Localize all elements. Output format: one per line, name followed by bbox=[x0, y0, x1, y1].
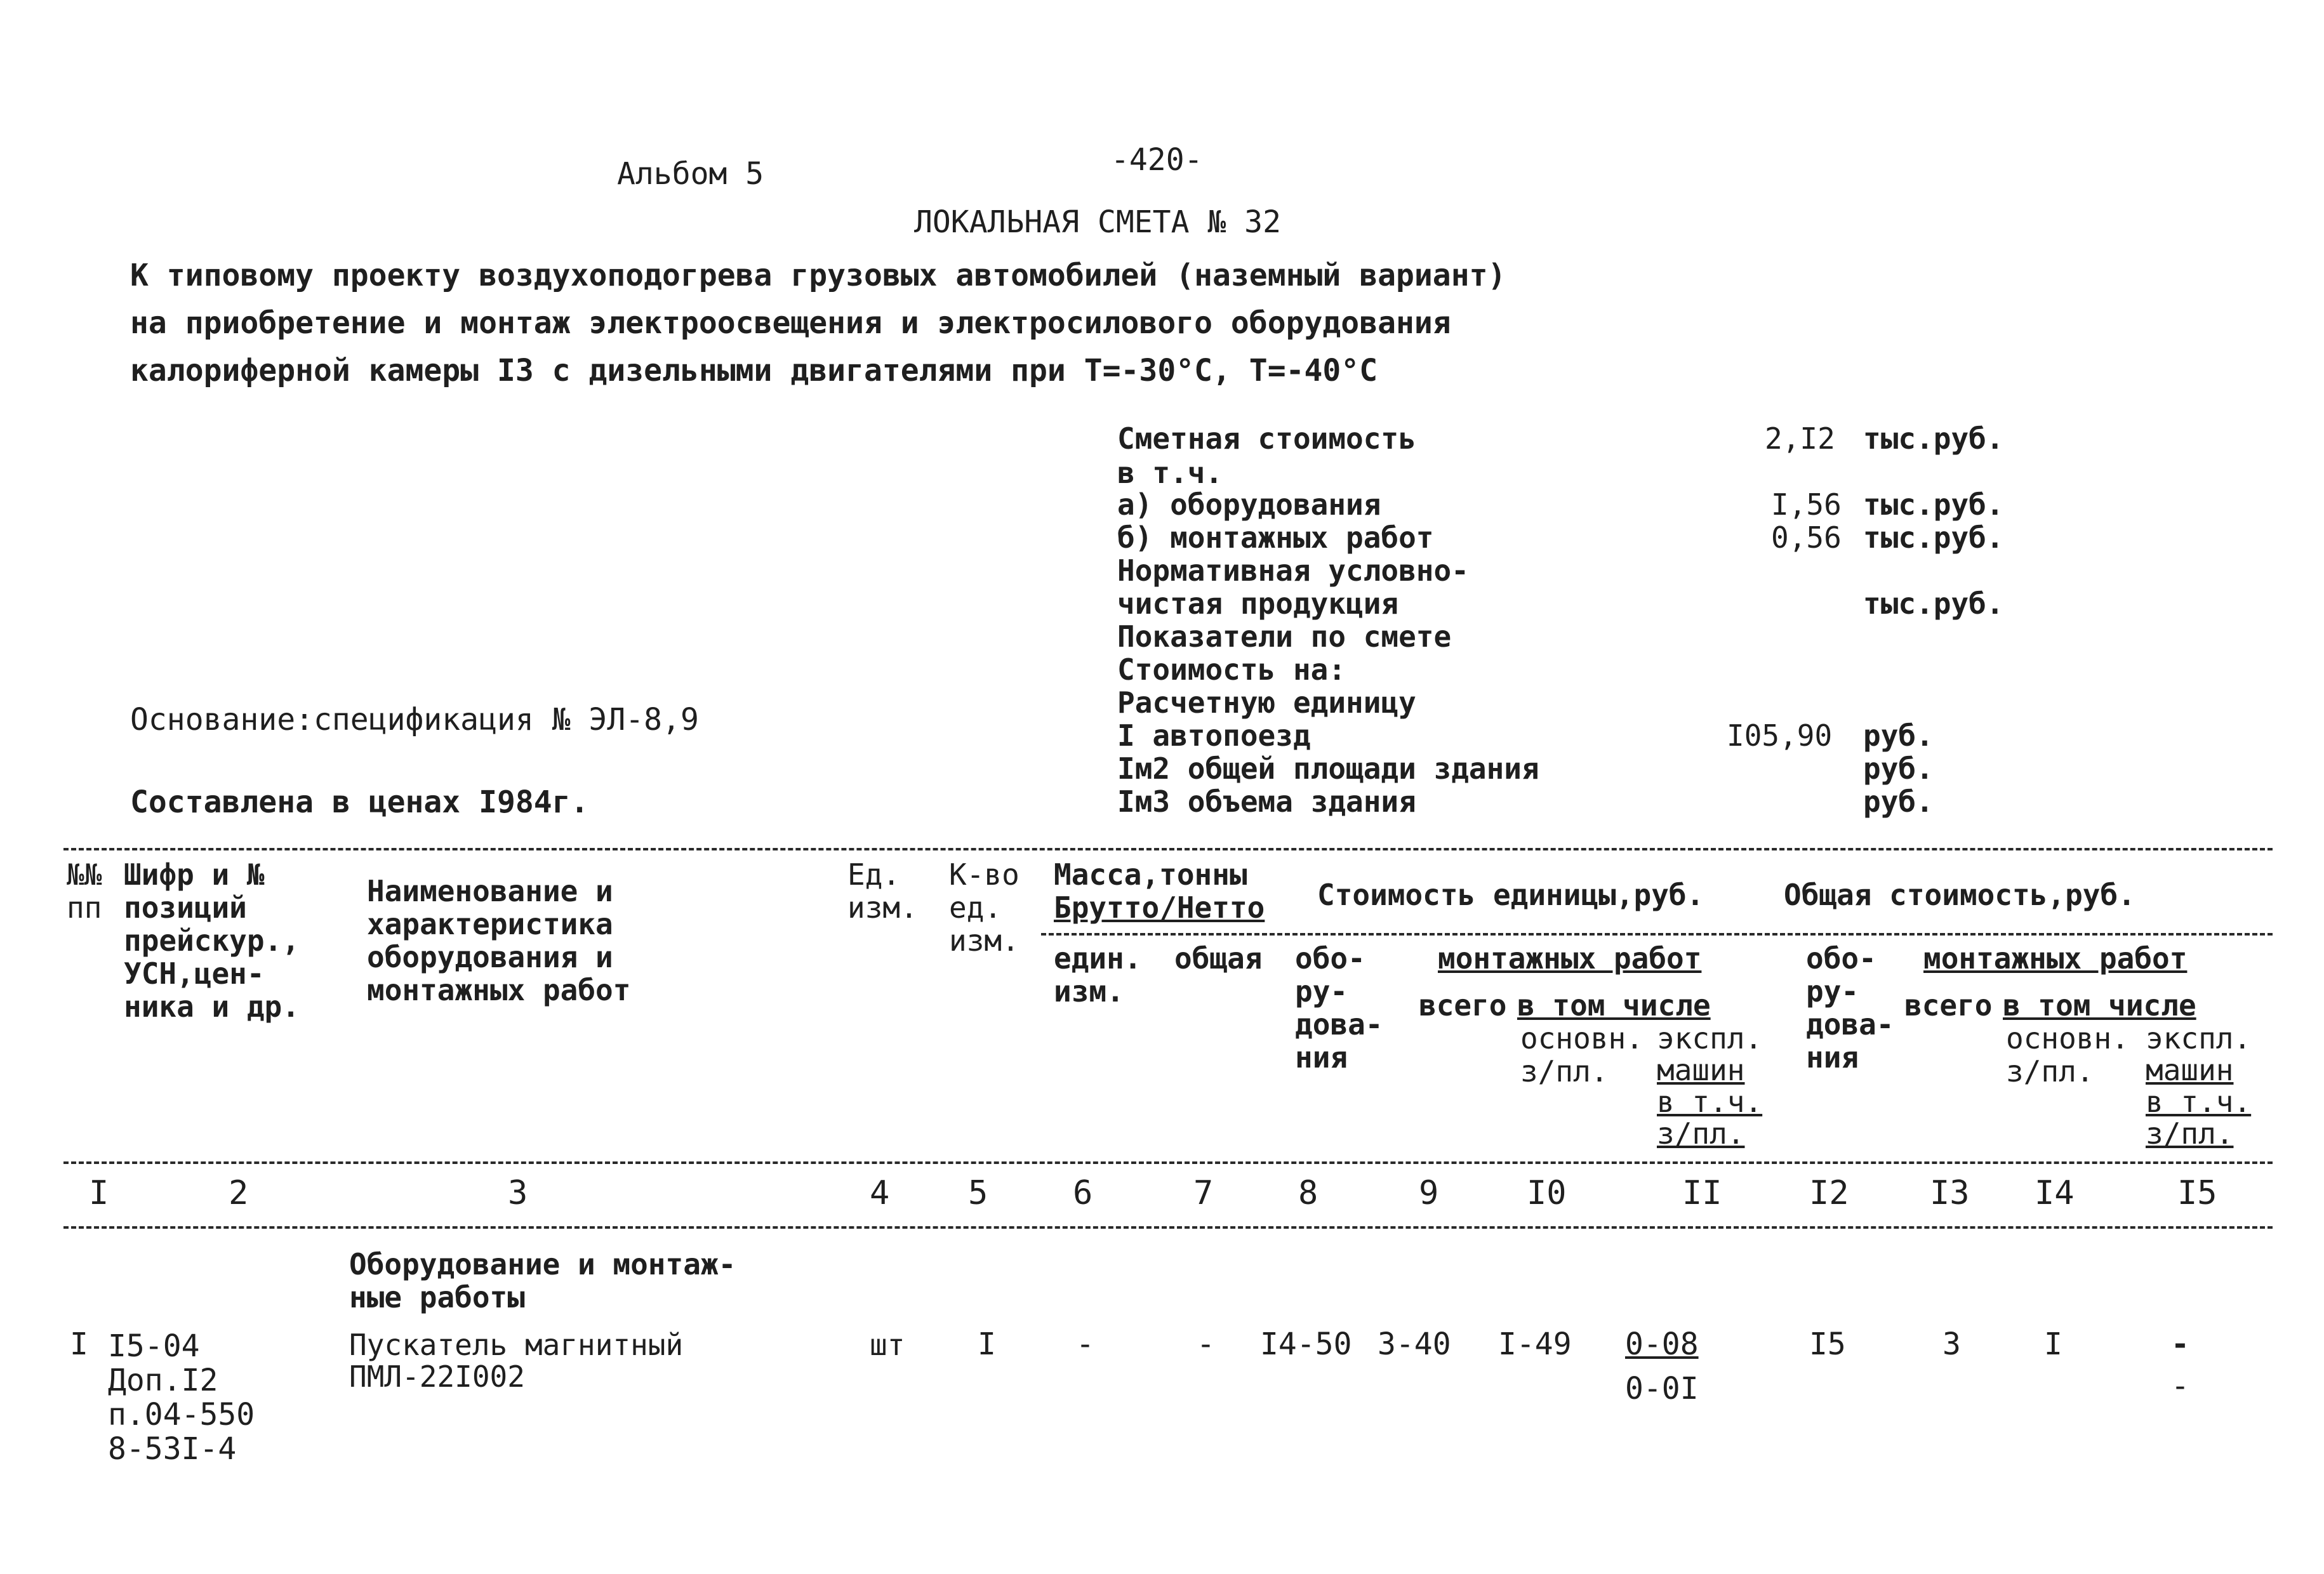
header-install-works-total: монтажных работ bbox=[1923, 941, 2188, 975]
row-code: I5-04 Доп.I2 п.04-550 8-53I-4 bbox=[108, 1328, 255, 1467]
volume-label: Iм3 объема здания bbox=[1117, 784, 1416, 819]
header-col-1: №№ пп bbox=[67, 857, 102, 925]
header-col-12: обо- ру- дова- ния bbox=[1806, 941, 1894, 1075]
header-mass-group: Масса,тонны bbox=[1054, 857, 1247, 892]
column-number-12: I2 bbox=[1809, 1174, 1849, 1212]
header-col-15-c: в т.ч. bbox=[2146, 1085, 2252, 1119]
row-total-machine-wage: - bbox=[2171, 1368, 2189, 1404]
header-col-10: основн. з/пл. bbox=[1520, 1021, 1643, 1088]
column-number-4: 4 bbox=[870, 1174, 890, 1212]
column-number-2: 2 bbox=[229, 1174, 249, 1212]
header-col-3: Наименование и характеристика оборудования и монтажных работ bbox=[367, 874, 631, 1007]
album-label: Альбом 5 bbox=[617, 156, 764, 192]
row-mass-unit: - bbox=[1076, 1326, 1094, 1362]
header-incl-unit: в том числе bbox=[1517, 988, 1711, 1022]
cost-for-label: Стоимость на: bbox=[1117, 652, 1346, 687]
basis-text: Основание:спецификация № ЭЛ-8,9 bbox=[130, 702, 699, 737]
row-unit: шт bbox=[870, 1328, 905, 1362]
header-col-2: Шифр и № позиций прейскур., УСН,цен- ника и др. bbox=[124, 857, 300, 1024]
row-name: Пускатель магнитный ПМЛ-22I002 bbox=[349, 1328, 684, 1394]
column-number-11: II bbox=[1682, 1174, 1722, 1212]
header-col-11-d: з/пл. bbox=[1657, 1116, 1745, 1151]
header-col-13: всего bbox=[1904, 988, 1993, 1022]
header-col-15-b: машин bbox=[2146, 1053, 2234, 1087]
column-number-7: 7 bbox=[1193, 1174, 1214, 1212]
row-mass-total: - bbox=[1197, 1326, 1215, 1362]
subtitle-line-3: калориферной камеры I3 с дизельными двигателями при Т=-30°С, Т=-40°С bbox=[130, 353, 1378, 388]
equipment-unit: тыс.руб. bbox=[1863, 487, 2004, 522]
header-col-11-b: машин bbox=[1657, 1053, 1745, 1087]
column-number-14: I4 bbox=[2035, 1174, 2075, 1212]
row-install-base-wage: I-49 bbox=[1498, 1326, 1572, 1362]
estimated-cost-unit: тыс.руб. bbox=[1863, 421, 2004, 456]
row-total-base-wage: I bbox=[2044, 1326, 2062, 1362]
installation-value: 0,56 bbox=[1771, 520, 1842, 555]
header-bottom-rule bbox=[63, 1161, 2273, 1164]
column-number-8: 8 bbox=[1298, 1174, 1318, 1212]
row-install-total-unit-cost: 3-40 bbox=[1378, 1326, 1451, 1362]
prices-year-text: Составлена в ценах I984г. bbox=[130, 784, 589, 820]
header-unit-cost-group: Стоимость единицы,руб. bbox=[1317, 878, 1704, 912]
normative-unit: тыс.руб. bbox=[1863, 586, 2004, 621]
installation-label: б) монтажных работ bbox=[1117, 520, 1434, 555]
header-col-15-a: экспл. bbox=[2146, 1021, 2252, 1055]
column-number-13: I3 bbox=[1930, 1174, 1970, 1212]
row-machine-cost: 0-08 bbox=[1625, 1326, 1699, 1362]
header-col-7: общая bbox=[1174, 941, 1263, 975]
header-col-11-a: экспл. bbox=[1657, 1021, 1763, 1055]
section-title: Оборудование и монтаж- ные работы bbox=[349, 1247, 736, 1314]
row-total-equipment: I5 bbox=[1809, 1326, 1846, 1362]
column-number-6: 6 bbox=[1073, 1174, 1093, 1212]
header-col-5: К-во ед. изм. bbox=[949, 857, 1019, 958]
table-top-rule bbox=[63, 848, 2273, 850]
installation-unit: тыс.руб. bbox=[1863, 520, 2004, 555]
column-number-5: 5 bbox=[968, 1174, 988, 1212]
row-number: I bbox=[70, 1326, 88, 1362]
estimated-cost-label: Сметная стоимость bbox=[1117, 421, 1416, 456]
header-col-11-c: в т.ч. bbox=[1657, 1085, 1763, 1119]
column-numbers-rule bbox=[63, 1226, 2273, 1229]
column-number-1: I bbox=[89, 1174, 109, 1212]
header-total-cost-group: Общая стоимость,руб. bbox=[1784, 878, 2135, 912]
header-col-8: обо- ру- дова- ния bbox=[1295, 941, 1383, 1075]
row-machine-wage: 0-0I bbox=[1625, 1371, 1699, 1406]
subheader-rule bbox=[1041, 933, 2273, 936]
area-label: Iм2 общей площади здания bbox=[1117, 751, 1539, 786]
column-number-15: I5 bbox=[2177, 1174, 2217, 1212]
road-train-unit: руб. bbox=[1863, 718, 1934, 753]
header-install-works-unit: монтажных работ bbox=[1438, 941, 1702, 975]
equipment-label: а) оборудования bbox=[1117, 487, 1381, 522]
column-number-3: 3 bbox=[508, 1174, 528, 1212]
column-number-9: 9 bbox=[1419, 1174, 1439, 1212]
header-mass-sub: Брутто/Нетто bbox=[1054, 890, 1265, 925]
normative-label-1: Нормативная условно- bbox=[1117, 553, 1469, 588]
subtitle-line-2: на приобретение и монтаж электроосвещения и электросилового оборудования bbox=[130, 305, 1451, 341]
equipment-value: I,56 bbox=[1771, 487, 1842, 522]
row-total-install: 3 bbox=[1942, 1326, 1961, 1362]
including-label: в т.ч. bbox=[1117, 456, 1223, 490]
document-title: ЛОКАЛЬНАЯ СМЕТА № 32 bbox=[914, 204, 1281, 240]
road-train-label: I автопоезд bbox=[1117, 718, 1311, 753]
header-col-4: Ед. изм. bbox=[847, 857, 918, 925]
normative-label-2: чистая продукция bbox=[1117, 586, 1399, 621]
page-number: -420- bbox=[1111, 142, 1203, 178]
header-col-6: един. изм. bbox=[1054, 941, 1142, 1009]
header-col-9: всего bbox=[1419, 988, 1507, 1022]
subtitle-line-1: К типовому проекту воздухоподогрева грузовых автомобилей (наземный вариант) bbox=[130, 258, 1506, 293]
indicators-label: Показатели по смете bbox=[1117, 619, 1452, 654]
volume-unit: руб. bbox=[1863, 784, 1934, 819]
estimated-cost-value: 2,I2 bbox=[1765, 421, 1835, 456]
header-col-14: основн. з/пл. bbox=[2006, 1021, 2129, 1088]
header-incl-total: в том числе bbox=[2003, 988, 2196, 1022]
row-equipment-unit-cost: I4-50 bbox=[1260, 1326, 1352, 1362]
row-total-machine: - bbox=[2171, 1326, 2189, 1362]
area-unit: руб. bbox=[1863, 751, 1934, 786]
row-qty: I bbox=[978, 1326, 996, 1362]
road-train-value: I05,90 bbox=[1727, 718, 1833, 753]
header-col-15-d: з/пл. bbox=[2146, 1116, 2234, 1151]
column-number-10: I0 bbox=[1527, 1174, 1567, 1212]
calc-unit-label: Расчетную единицу bbox=[1117, 685, 1416, 720]
